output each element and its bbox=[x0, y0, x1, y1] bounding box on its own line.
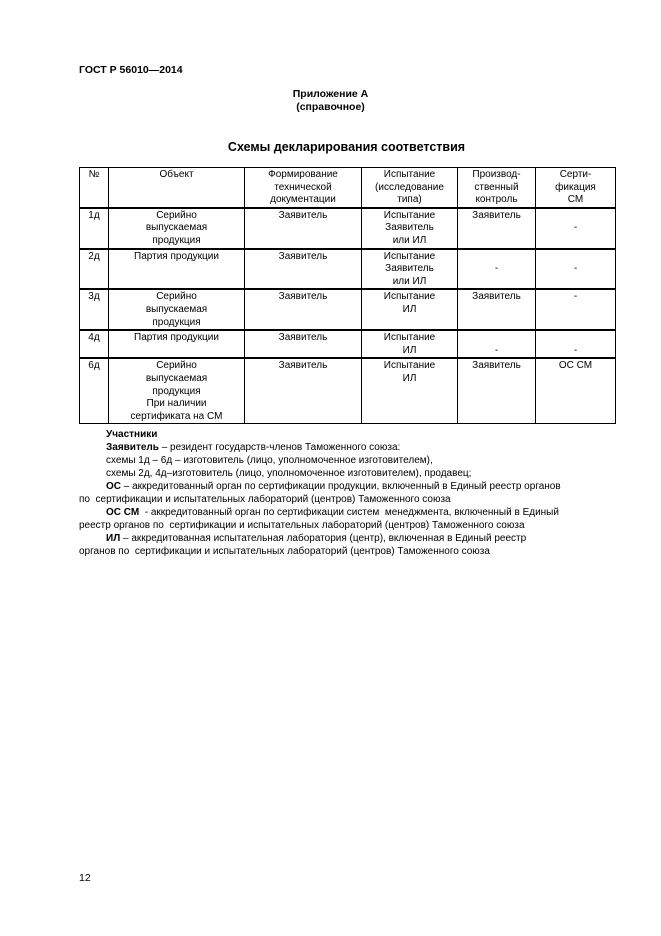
object-cell-line: Серийно bbox=[156, 360, 197, 372]
object-cell bbox=[109, 358, 245, 423]
table-row bbox=[80, 330, 616, 358]
object-cell-line: выпускаемая bbox=[145, 303, 208, 315]
participant-line bbox=[79, 441, 615, 454]
scheme-number: 6д bbox=[88, 360, 100, 372]
participant-text: – аккредитованный орган по сертификации продукции, включенный в Единый реестр органов bbox=[121, 481, 561, 492]
column-header bbox=[245, 168, 362, 208]
testing-cell-line: ИЛ bbox=[402, 303, 417, 315]
table-row bbox=[80, 289, 616, 330]
object-cell-line: продукция bbox=[152, 385, 201, 397]
participant-text: - аккредитованный орган по сертификации систем менеджмента, включенный в Единый bbox=[139, 507, 559, 518]
participant-text: реестр органов по сертификации и испытательных лабораторий (центров) Таможенного союза bbox=[79, 520, 525, 531]
column-header-line: № bbox=[88, 169, 100, 180]
table-header-row bbox=[80, 168, 616, 208]
column-header bbox=[458, 168, 536, 208]
documentation-cell bbox=[245, 208, 362, 249]
participant-text: схемы 2д, 4д–изготовитель (лицо, уполномоченное изготовителем), продавец; bbox=[106, 468, 472, 479]
column-header-line: контроль bbox=[475, 194, 518, 206]
participant-line bbox=[79, 532, 615, 545]
object-cell-line: Серийно bbox=[156, 209, 197, 221]
certification-cell bbox=[536, 208, 616, 249]
appendix-heading bbox=[0, 88, 661, 114]
certification-cell-value: - bbox=[573, 344, 578, 356]
participant-term: ИЛ bbox=[106, 533, 121, 544]
object-cell-line: Партия продукции bbox=[134, 332, 219, 344]
scheme-number-cell bbox=[80, 358, 109, 423]
object-cell bbox=[109, 330, 245, 358]
column-header-line: Формирование bbox=[268, 169, 338, 180]
column-header-line: ственный bbox=[474, 181, 519, 193]
documentation-value: Заявитель bbox=[278, 250, 328, 262]
column-header bbox=[109, 168, 245, 208]
documentation-cell bbox=[245, 289, 362, 330]
column-header-line: фикация bbox=[555, 181, 596, 193]
certification-cell-value: ОС СМ bbox=[558, 360, 593, 372]
production-control-cell-value: Заявитель bbox=[472, 360, 521, 372]
page-number: 12 bbox=[79, 872, 91, 884]
testing-cell-line: или ИЛ bbox=[392, 234, 427, 246]
participant-text: схемы 1д – 6д – изготовитель (лицо, уполномоченное изготовителем), bbox=[106, 455, 433, 466]
participant-term: Заявитель bbox=[106, 442, 159, 453]
participant-text: – аккредитованная испытательная лаборатория (центр), включенная в Единый реестр bbox=[120, 533, 527, 544]
scheme-number: 1д bbox=[88, 209, 100, 221]
testing-cell-line: Испытание bbox=[383, 332, 436, 344]
object-cell bbox=[109, 289, 245, 330]
certification-cell bbox=[536, 358, 616, 423]
production-control-cell-value: - bbox=[494, 263, 499, 275]
participant-line bbox=[79, 467, 615, 480]
participant-text: – резидент государств-членов Таможенного союза: bbox=[158, 442, 401, 453]
table-row bbox=[80, 249, 616, 290]
documentation-value: Заявитель bbox=[278, 291, 328, 303]
certification-cell-value: - bbox=[573, 222, 578, 234]
section-title: Схемы декларирования соответствия bbox=[227, 140, 466, 154]
production-control-cell-value: - bbox=[494, 344, 499, 356]
object-cell-line: При наличии bbox=[146, 398, 207, 410]
testing-cell-line: Испытание bbox=[383, 360, 436, 372]
participant-text: органов по сертификации и испытательных лабораторий (центров) Таможенного союза bbox=[79, 546, 490, 557]
participant-line bbox=[79, 480, 615, 493]
scheme-number: 2д bbox=[88, 250, 100, 262]
participant-line bbox=[79, 454, 615, 467]
documentation-cell bbox=[245, 358, 362, 423]
column-header-line: технической bbox=[274, 181, 332, 193]
production-control-cell bbox=[458, 358, 536, 423]
testing-cell-line: Испытание bbox=[383, 209, 436, 221]
object-cell bbox=[109, 208, 245, 249]
scheme-number-cell bbox=[80, 208, 109, 249]
testing-cell-line: Испытание bbox=[383, 250, 436, 262]
production-control-cell-value: Заявитель bbox=[472, 291, 521, 303]
testing-cell bbox=[362, 208, 458, 249]
production-control-cell bbox=[458, 249, 536, 290]
object-cell bbox=[109, 249, 245, 290]
certification-cell bbox=[536, 249, 616, 290]
testing-cell-line: ИЛ bbox=[402, 344, 417, 356]
participants-heading: Участники bbox=[106, 429, 158, 440]
column-header-line: Производ- bbox=[472, 169, 521, 180]
participant-line bbox=[79, 506, 615, 519]
appendix-subtitle: (справочное) bbox=[296, 101, 365, 113]
column-header-line: Испытание bbox=[383, 169, 436, 180]
participants-section bbox=[79, 428, 615, 558]
scheme-number: 4д bbox=[88, 332, 100, 344]
document-code: ГОСТ Р 56010—2014 bbox=[79, 64, 183, 76]
documentation-value: Заявитель bbox=[278, 209, 328, 221]
testing-cell-line: Испытание bbox=[383, 291, 436, 303]
participant-text: по сертификации и испытательных лабораторий (центров) Таможенного союза bbox=[79, 494, 451, 505]
testing-cell-line: или ИЛ bbox=[392, 275, 427, 287]
participant-line bbox=[79, 545, 615, 558]
column-header-line: типа) bbox=[397, 194, 422, 206]
certification-cell-value: - bbox=[573, 263, 578, 275]
column-header-line: СМ bbox=[567, 194, 584, 206]
participant-line bbox=[79, 493, 615, 506]
object-cell-line: выпускаемая bbox=[145, 372, 208, 384]
table-row bbox=[80, 358, 616, 423]
column-header-line: Серти- bbox=[559, 169, 592, 180]
documentation-cell bbox=[245, 330, 362, 358]
participant-term: ОС СМ bbox=[106, 507, 140, 518]
column-header-line: документации bbox=[270, 194, 336, 206]
object-cell-line: выпускаемая bbox=[145, 222, 208, 234]
scheme-number-cell bbox=[80, 289, 109, 330]
documentation-cell bbox=[245, 249, 362, 290]
table-row bbox=[80, 208, 616, 249]
certification-cell bbox=[536, 330, 616, 358]
documentation-value: Заявитель bbox=[278, 332, 328, 344]
participant-line bbox=[79, 519, 615, 532]
testing-cell bbox=[362, 330, 458, 358]
object-cell-line: Серийно bbox=[156, 291, 197, 303]
column-header bbox=[362, 168, 458, 208]
testing-cell-line: Заявитель bbox=[385, 263, 434, 275]
object-cell-line: продукция bbox=[152, 234, 201, 246]
column-header-line: (исследование bbox=[375, 181, 444, 193]
testing-cell bbox=[362, 289, 458, 330]
declaration-schemes-table bbox=[79, 167, 616, 424]
object-cell-line: сертификата на СМ bbox=[130, 410, 223, 422]
scheme-number-cell bbox=[80, 330, 109, 358]
production-control-cell-value: Заявитель bbox=[472, 209, 521, 221]
certification-cell-value: - bbox=[573, 291, 578, 303]
appendix-title: Приложение А bbox=[292, 88, 369, 100]
certification-cell bbox=[536, 289, 616, 330]
object-cell-line: Партия продукции bbox=[134, 250, 219, 262]
production-control-cell bbox=[458, 330, 536, 358]
column-header-line: Объект bbox=[159, 169, 194, 180]
production-control-cell bbox=[458, 289, 536, 330]
testing-cell-line: ИЛ bbox=[402, 372, 417, 384]
testing-cell bbox=[362, 249, 458, 290]
scheme-number: 3д bbox=[88, 291, 100, 303]
participant-term: ОС bbox=[106, 481, 121, 492]
column-header bbox=[536, 168, 616, 208]
scheme-number-cell bbox=[80, 249, 109, 290]
documentation-value: Заявитель bbox=[278, 360, 328, 372]
column-header bbox=[80, 168, 109, 208]
testing-cell bbox=[362, 358, 458, 423]
production-control-cell bbox=[458, 208, 536, 249]
object-cell-line: продукция bbox=[152, 316, 201, 328]
testing-cell-line: Заявитель bbox=[385, 222, 434, 234]
